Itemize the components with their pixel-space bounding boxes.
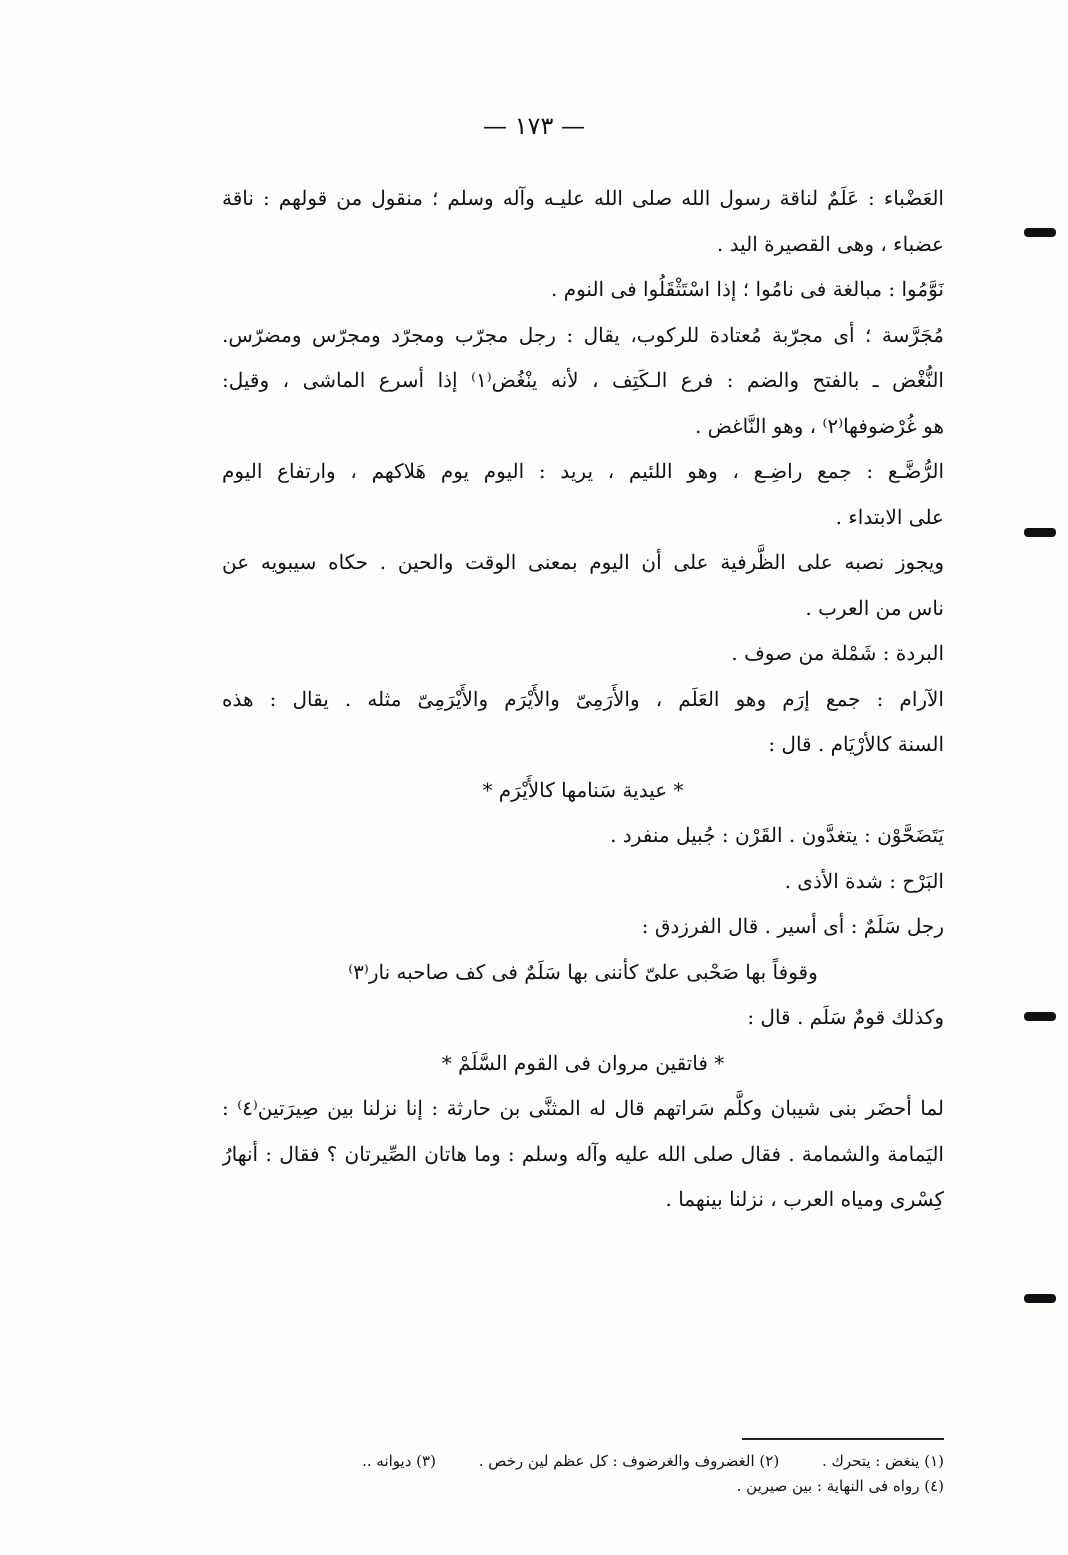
main-text — [222, 176, 944, 1223]
margin-tab-mark — [1024, 228, 1056, 237]
text-line: كِسْرى ومياه العرب ، نزلنا بينهما . — [665, 1187, 944, 1211]
text-line: هو غُرْضوفها⁽٢⁾ ، وهو النَّاغض . — [694, 413, 944, 438]
footnote-row — [222, 1449, 944, 1474]
footnote: (٢) الغضروف والغرضوف : كل عظم لين رخص . — [478, 1452, 780, 1470]
text-line: العَضْباء : عَلَمٌ لناقة رسول الله صلى الله عليـه وآله وسلم ؛ منقول من قولهم : ناقة — [222, 186, 944, 210]
text-line: وكذلك قومٌ سَلَم . قال : — [747, 1005, 944, 1029]
text-line: البردة : شَمْلة من صوف . — [731, 641, 944, 665]
footnote: (١) ينغض : يتحرك . — [821, 1452, 944, 1470]
text-line: نَوَّمُوا : مبالغة فى نامُوا ؛ إذا اسْتَثْقَلُوا فى النوم . — [551, 277, 944, 301]
text-line: اليَمامة والشمامة . فقال صلى الله عليه وآله وسلم : وما هاتان الصِّيرتان ؟ فقال : أنهارُ — [222, 1141, 944, 1166]
text-line: مُجَرَّسة ؛ أى مجرّبة مُعتادة للركوب، يقال : رجل مجرّب ومجرّد ومجرّس ومضرّس. — [222, 322, 944, 347]
text-line: عضباء ، وهى القصيرة اليد . — [716, 231, 944, 256]
text-line: البَرْح : شدة الأذى . — [784, 868, 944, 893]
margin-tab-mark — [1024, 1294, 1056, 1303]
text-line: الرُّضَّـع : جمع راضِـع ، وهو اللئيم ، يريد : اليوم يوم هَلاكهم ، وارتفاع اليوم — [222, 459, 944, 483]
footnote-divider — [742, 1438, 944, 1440]
verse-line: وقوفاً بها صَحْبى علىّ كأننى بها سَلَمٌ فى كف صاحبه نار⁽٣⁾ — [348, 959, 818, 984]
footnote: (٤) رواه فى النهاية : بين صيرين . — [736, 1477, 944, 1495]
text-line: ويجوز نصبه على الظَّرفية على أن اليوم بمعنى الوقت والحين . حكاه سيبويه عن — [222, 550, 944, 574]
verse-line: * فاتقين مروان فى القوم السَّلَمْ * — [441, 1050, 725, 1075]
text-line: رجل سَلَمٌ : أى أسير . قال الفرزدق : — [641, 914, 944, 938]
text-line: السنة كالأرْيَام . قال : — [768, 732, 944, 756]
margin-tab-mark — [1024, 1012, 1056, 1021]
margin-tab-mark — [1024, 528, 1056, 537]
text-line: يَتَضَحَّوْن : يتغدَّون . القَرْن : جُبيل منفرد . — [610, 823, 944, 847]
text-line: ناس من العرب . — [805, 595, 944, 620]
footnotes — [222, 1449, 944, 1499]
text-line: النُّغْض ـ بالفتح والضم : فرع الـكَتِف ، لأنه ينْغُض⁽١⁾ إذا أسرع الماشى ، وقيل: — [222, 368, 944, 392]
text-line: لما أحضَر بنى شيبان وكلَّم سَراتهم قال له المثنَّى بن حارثة : إنا نزلنا بين صِيرَتين⁽٤⁾ : — [222, 1096, 944, 1120]
page-number: — ١٧٣ — — [483, 112, 585, 140]
verse-line: * عيدية سَنامها كالأَيْرَم * — [482, 777, 684, 802]
text-line: الآرام : جمع إرَم وهو العَلَم ، والأَرَمِىّ والأَيْرَم والأَيْرَمِىّ مثله . يقال : هذه — [222, 686, 944, 711]
footnote-row — [222, 1474, 944, 1499]
footnote: (٣) ديوانه .. — [362, 1452, 436, 1470]
text-line: على الابتداء . — [835, 504, 944, 529]
